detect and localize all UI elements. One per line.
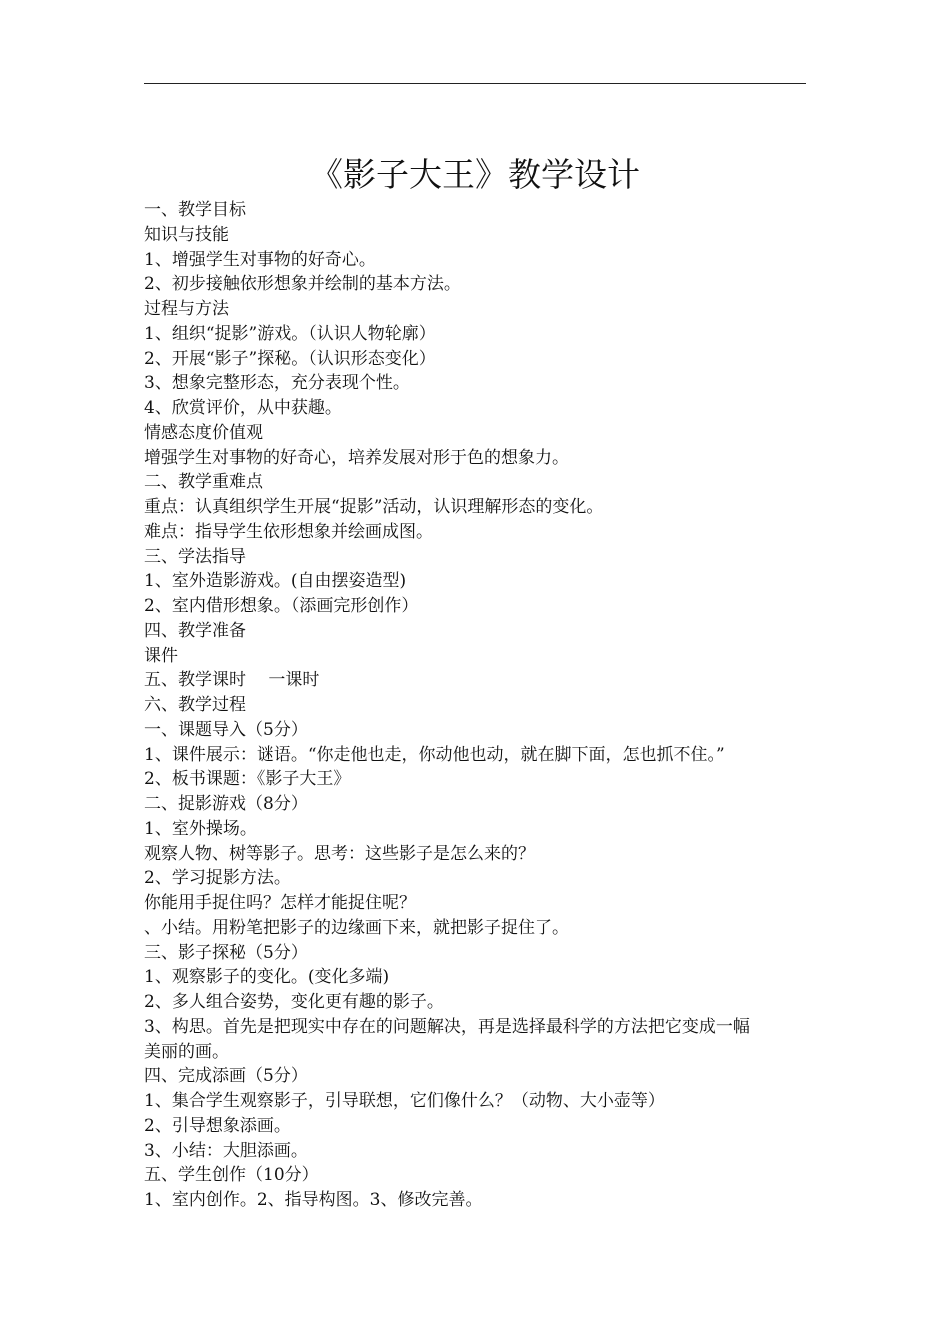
subsection-heading: 四、完成添画（5分） <box>144 1066 308 1087</box>
document-title: 《影子大王》教学设计 <box>310 155 640 194</box>
text-line: 2、引导想象添画。 <box>144 1115 291 1136</box>
section-heading: 四、教学准备 <box>144 620 246 641</box>
text-line: 观察人物、树等影子。思考：这些影子是怎么来的？ <box>144 843 535 864</box>
text-line: 1、集合学生观察影子，引导联想，它们像什么？（动物、大小壶等） <box>144 1091 665 1111</box>
section-heading: 一、教学目标 <box>144 200 246 220</box>
text-line: 美丽的画。 <box>144 1041 229 1062</box>
text-line: 4、欣赏评价，从中获趣。 <box>144 398 342 418</box>
section-heading: 二、教学重难点 <box>144 472 263 493</box>
header-rule <box>144 83 806 84</box>
text-line: 1、室外造影游戏。(自由摆姿造型) <box>144 571 407 592</box>
subsection-heading: 情感态度价值观 <box>144 422 263 443</box>
subsection-heading: 过程与方法 <box>144 299 229 319</box>
subsection-heading: 三、影子探秘（5分） <box>144 942 308 963</box>
text-line: 难点：指导学生依形想象并绘画成图。 <box>144 521 433 542</box>
subsection-heading: 二、捉影游戏（8分） <box>144 794 308 814</box>
text-line: 3、想象完整形态，充分表现个性。 <box>144 373 410 394</box>
text-line: 增强学生对事物的好奇心，培养发展对形于色的想象力。 <box>144 447 569 468</box>
subsection-heading: 知识与技能 <box>144 224 229 245</box>
text-line: 1、组织“捉影”游戏。（认识人物轮廓） <box>144 323 436 344</box>
section-heading: 六、教学过程 <box>144 695 246 715</box>
subsection-heading: 五、学生创作（10分） <box>144 1165 319 1186</box>
text-line: 1、观察影子的变化。(变化多端) <box>144 967 390 988</box>
text-line: 2、板书课题：《影子大王》 <box>144 769 351 790</box>
text-line: 2、室内借形想象。（添画完形创作） <box>144 596 419 616</box>
subsection-heading: 一、课题导入（5分） <box>144 719 308 740</box>
text-line: 2、学习捉影方法。 <box>144 868 291 889</box>
text-line: 重点：认真组织学生开展“捉影”活动，认识理解形态的变化。 <box>144 497 604 517</box>
text-line: 1、增强学生对事物的好奇心。 <box>144 249 376 270</box>
text-line: 2、开展“影子”探秘。（认识形态变化） <box>144 348 436 369</box>
text-line: 、小结。用粉笔把影子的边缘画下来，就把影子捉住了。 <box>144 917 569 938</box>
text-line: 你能用手捉住吗？怎样才能捉住呢？ <box>144 893 416 913</box>
section-heading: 五、教学课时 一课时 <box>144 670 320 691</box>
text-line: 3、小结：大胆添画。 <box>144 1140 308 1161</box>
section-heading: 三、学法指导 <box>144 546 246 567</box>
text-line: 1、室内创作。2、指导构图。3、修改完善。 <box>144 1190 483 1210</box>
text-line: 1、课件展示：谜语。“你走他也走，你动他也动，就在脚下面，怎也抓不住。” <box>144 744 725 765</box>
document-body <box>144 198 808 1213</box>
text-line: 课件 <box>144 645 178 666</box>
text-line: 2、初步接触依形想象并绘制的基本方法。 <box>144 274 461 295</box>
text-line: 2、多人组合姿势，变化更有趣的影子。 <box>144 992 444 1012</box>
text-line: 1、室外操场。 <box>144 818 257 839</box>
text-line: 3、构思。首先是把现实中存在的问题解决，再是选择最科学的方法把它变成一幅 <box>144 1016 750 1037</box>
